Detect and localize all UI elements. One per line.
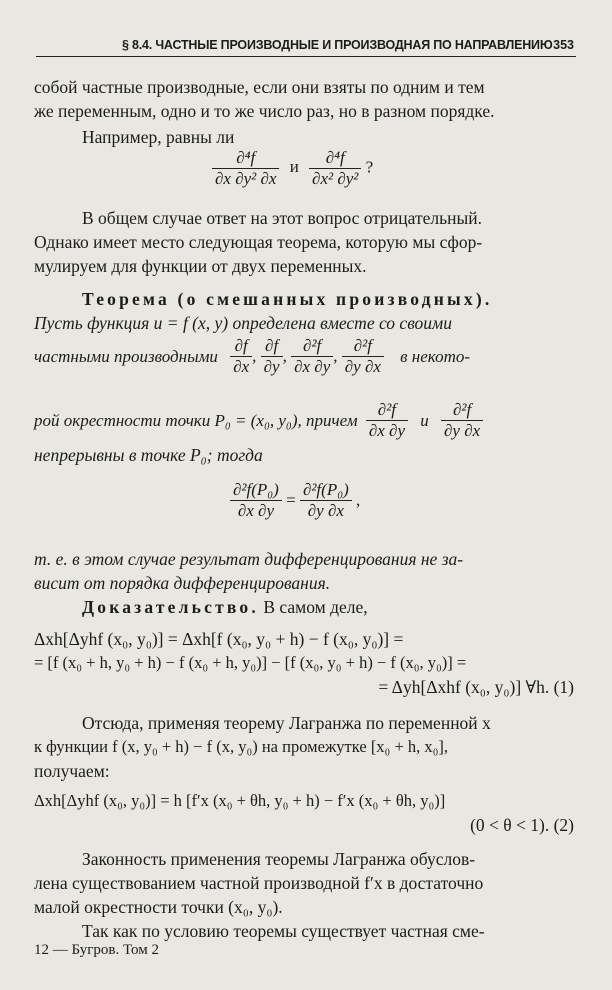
page-footer: 12 — Бугров. Том 2: [34, 942, 159, 958]
theorem-title: Теорема (о смешанных производных).: [82, 289, 493, 309]
text-line: же переменным, одно и то же число раз, но в разном порядке.: [34, 101, 495, 121]
text-line: висит от порядка дифференцирования.: [34, 573, 331, 593]
equation-1-line: Δxh[Δyhf (x₀, y₀)] = Δxh[f (x₀, y₀ + h) − f (x₀, y₀)] =: [34, 629, 404, 649]
text-line: получаем:: [34, 761, 110, 781]
text-line: непрерывны в точке P₀; тогда: [34, 445, 263, 465]
text-line: собой частные производные, если они взяты по одним и тем: [34, 77, 485, 97]
theorem-point-line: рой окрестности точки P₀ = (x₀, y₀), причем $\frac{\text{∂²f}}{\partial x \partial y}$ и $\frac{\text{∂²f}}{\partial y \partial x}$: [34, 400, 483, 441]
text-line: лена существованием частной производной f′x в достаточно: [34, 873, 484, 893]
equation-2-line: Δxh[Δyhf (x₀, y₀)] = h [f′x (x₀ + θh, y₀ + h) − f′x (x₀ + θh, y₀)]: [34, 791, 446, 810]
text-line: мулируем для функции от двух переменных.: [34, 256, 367, 276]
equation-2-line: (0 < θ < 1). (2): [470, 815, 574, 835]
text-line: В общем случае ответ на этот вопрос отрицательный.: [82, 208, 482, 228]
text-line: Пусть функция u = f (x, y) определена вместе со своими: [34, 313, 452, 333]
text-line: Отсюда, применяя теорему Лагранжа по переменной x: [82, 713, 491, 733]
page-number: 353: [553, 38, 574, 52]
text-line: к функции f (x, y₀ + h) − f (x, y₀) на промежутке [x₀ + h, x₀],: [34, 737, 448, 756]
equation-1-line: = [f (x₀ + h, y₀ + h) − f (x₀ + h, y₀)] − [f (x₀, y₀ + h) − f (x₀, y₀)] =: [34, 653, 467, 672]
text-line: т. е. в этом случае результат дифференцирования не за-: [34, 549, 464, 569]
proof-label: Доказательство.: [82, 597, 259, 617]
text-line: Однако имеет место следующая теорема, которую мы сфор-: [34, 232, 483, 252]
equation-1-line: = Δyh[Δxhf (x₀, y₀)] ∀h. (1): [378, 677, 574, 697]
header-title: § 8.4. ЧАСТНЫЕ ПРОИЗВОДНЫЕ И ПРОИЗВОДНАЯ ПО НАПРАВЛЕНИЮ: [122, 38, 553, 52]
question-formula: $\frac{\text{∂⁴f}}{\text{∂x ∂y² ∂x}}$ и $\frac{\text{∂⁴f}}{\text{∂x² ∂y²}}$ ?: [212, 148, 373, 189]
mixed-equality-formula: $\frac{\text{∂²f(P₀)}}{\partial x \partial y}$ = $\frac{\text{∂²f(P₀)}}{\partial y \partial x}$ ,: [230, 480, 360, 521]
text-line: Так как по условию теоремы существует частная сме-: [82, 921, 485, 941]
proof-rest: В самом деле,: [263, 597, 368, 617]
text-line: малой окрестности точки (x₀, y₀).: [34, 897, 283, 917]
text-line: Законность применения теоремы Лагранжа обуслов-: [82, 849, 476, 869]
theorem-partials-line: частными производными $\frac{\partial f}{\partial x}$ , $\frac{\partial f}{\partial y}$ , $\frac{\text{∂²f}}{\partial x \partial y}$ , $\frac{\text{∂²f}}{\partial y \partial x}$ в некото-: [34, 336, 471, 376]
proof-line: [34, 596, 612, 618]
text-line: Например, равны ли: [82, 127, 235, 147]
running-header: [36, 36, 576, 57]
